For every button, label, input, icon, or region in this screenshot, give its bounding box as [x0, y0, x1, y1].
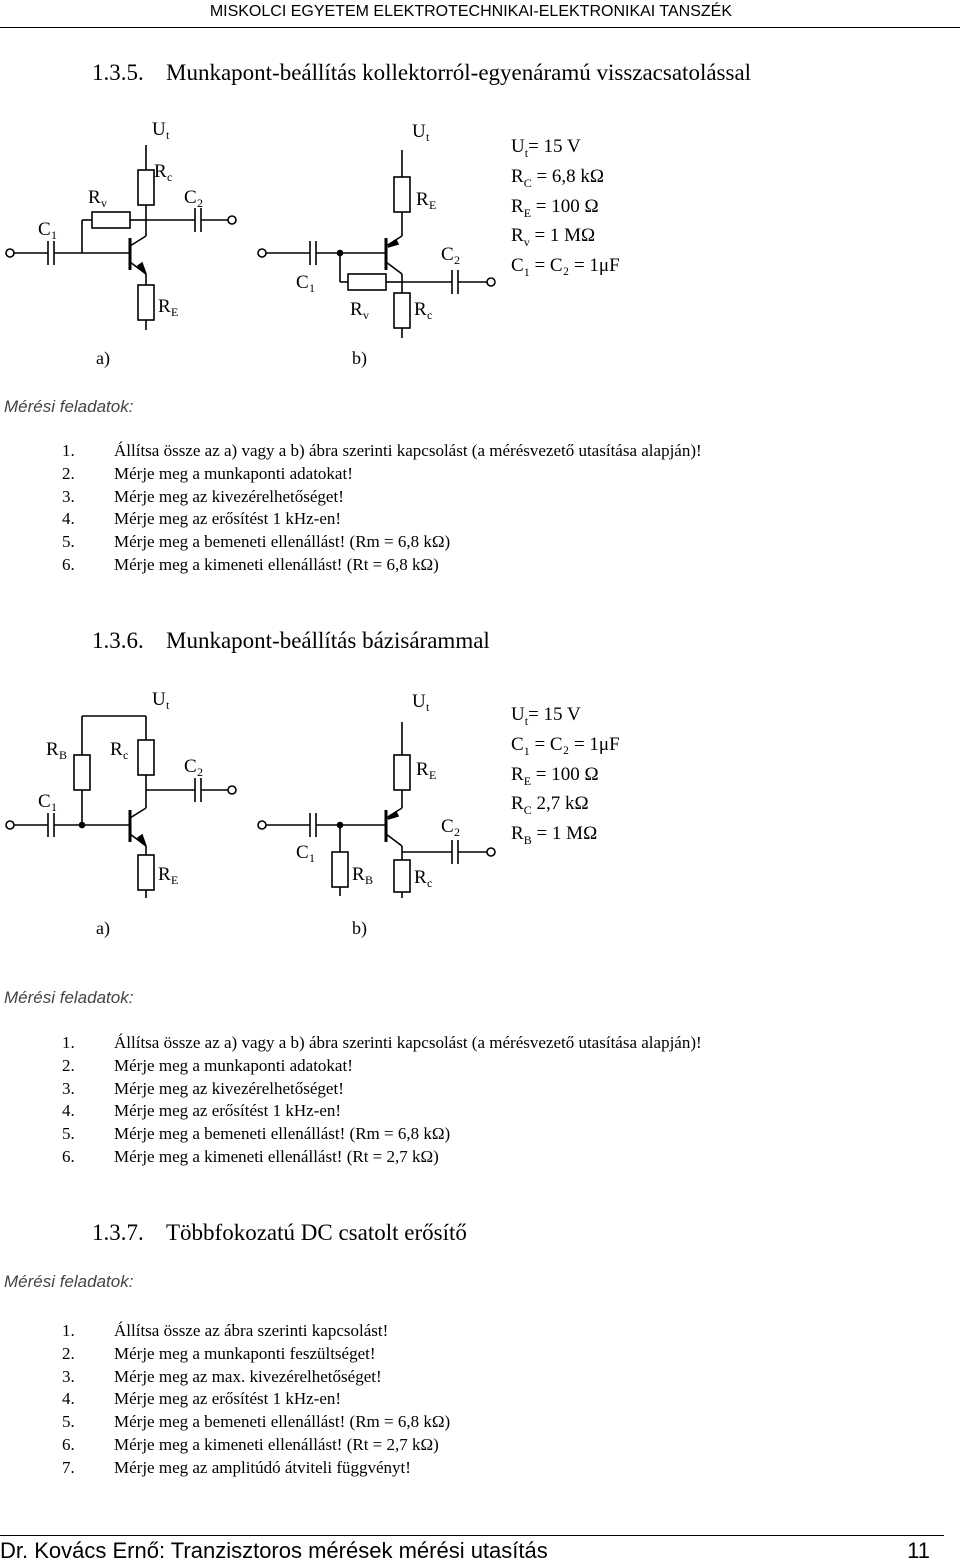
- task-item: 4. Mérje meg az erősítést 1 kHz-en!: [62, 1389, 342, 1409]
- svg-text:2: 2: [197, 765, 203, 779]
- task-list-1: [62, 440, 702, 577]
- svg-text:1: 1: [309, 281, 315, 295]
- svg-text:c: c: [427, 876, 433, 890]
- label-c1-b1: C: [296, 272, 309, 293]
- section-title: [92, 60, 751, 86]
- parameter-list-2: [511, 703, 620, 852]
- tasks-heading: Mérési feladatok:: [4, 1272, 134, 1291]
- task-list-2: [62, 1032, 702, 1169]
- task-item: 3. Mérje meg az max. kivezérelhetőséget!: [62, 1366, 382, 1386]
- task-item: 2. Mérje meg a munkaponti feszültséget!: [62, 1343, 376, 1363]
- param-line: $R_C = 6,8$ kΩ: [511, 165, 605, 190]
- label-ut-a1: U: [152, 119, 166, 140]
- task-item: 2. Mérje meg a munkaponti adatokat!: [62, 1055, 353, 1075]
- svg-text:E: E: [429, 198, 437, 212]
- diagram-label-b: b): [352, 918, 367, 938]
- diagram-label-b: b): [352, 348, 367, 368]
- param-line: $R_B = 1$ MΩ: [511, 823, 598, 847]
- label-rb-a2: R: [46, 739, 59, 760]
- label-c2-a1: C: [184, 187, 197, 208]
- footer-author-title: Dr. Kovács Ernő: Tranzisztoros mérések mérési utasítás: [0, 1538, 548, 1563]
- header-rule: [0, 27, 960, 28]
- section-title: [92, 1220, 467, 1246]
- label-re-b1: R: [416, 189, 429, 210]
- label-ut-a2: U: [152, 689, 166, 710]
- label-rc-b2: R: [414, 867, 427, 888]
- task-item: 3. Mérje meg az kivezérelhetőséget!: [62, 1078, 344, 1098]
- section-number: 1.3.6.: [92, 628, 144, 653]
- param-line: $R_E = 100$ Ω: [511, 195, 599, 220]
- tasks-heading: Mérési feladatok:: [4, 397, 134, 416]
- param-line: $U_t= 15$ V: [511, 136, 581, 160]
- task-item: 3. Mérje meg az kivezérelhetőséget!: [62, 486, 344, 506]
- label-re-a1: R: [158, 296, 171, 317]
- param-line: $C_1 = C_2 = 1\mu F$: [511, 255, 620, 279]
- svg-text:B: B: [59, 748, 68, 762]
- tasks-heading: Mérési feladatok:: [4, 988, 134, 1007]
- circuit-diagram-1: [0, 110, 960, 340]
- svg-text:E: E: [171, 873, 179, 887]
- task-item: 5. Mérje meg a bemeneti ellenállást! (Rm = 6,8 kΩ): [62, 1412, 451, 1432]
- svg-text:t: t: [166, 698, 170, 712]
- label-c1-a2: C: [38, 791, 51, 812]
- task-item: 7. Mérje meg az amplitúdó átviteli függvényt!: [62, 1457, 411, 1477]
- task-item: 4. Mérje meg az erősítést 1 kHz-en!: [62, 509, 342, 529]
- svg-text:2: 2: [454, 253, 460, 267]
- label-rv-a1: R: [88, 187, 101, 208]
- section-number: 1.3.5.: [92, 60, 144, 85]
- label-c2-a2: C: [184, 756, 197, 777]
- param-line: $C_1 = C_2 = 1\mu F$: [511, 733, 620, 758]
- page-number: 11: [907, 1538, 930, 1563]
- label-ut-b2: U: [412, 691, 426, 712]
- task-item: 5. Mérje meg a bemeneti ellenállást! (Rm = 6,8 kΩ): [62, 1124, 451, 1144]
- label-rc-a1: R: [154, 161, 167, 182]
- task-item: 1. Állítsa össze az a) vagy a b) ábra szerinti kapcsolást (a mérésvezető utasítása alapján)!: [62, 1033, 702, 1052]
- svg-text:t: t: [426, 130, 430, 144]
- task-item: 6. Mérje meg a kimeneti ellenállást! (Rt = 2,7 kΩ): [62, 1434, 439, 1454]
- label-c2-b2: C: [441, 816, 454, 837]
- svg-text:E: E: [429, 768, 437, 782]
- task-item: 1. Állítsa össze az a) vagy a b) ábra szerinti kapcsolást (a mérésvezető utasítása alapján)!: [62, 441, 702, 460]
- diagram-label-a: a): [96, 348, 110, 368]
- svg-text:c: c: [167, 170, 173, 184]
- param-line: $R_v = 1$ MΩ: [511, 225, 596, 250]
- label-re-b2: R: [416, 759, 429, 780]
- page-header: MISKOLCI EGYETEM ELEKTROTECHNIKAI-ELEKTRONIKAI TANSZÉK: [209, 3, 732, 20]
- svg-text:c: c: [427, 308, 433, 322]
- param-line: $R_C$ 2,7 kΩ: [511, 793, 589, 818]
- svg-text:1: 1: [309, 851, 315, 865]
- task-item: 1. Állítsa össze az ábra szerinti kapcsolást!: [62, 1321, 389, 1340]
- svg-text:v: v: [101, 196, 107, 210]
- svg-text:t: t: [426, 700, 430, 714]
- section-heading: Többfokozatú DC csatolt erősítő: [166, 1220, 467, 1245]
- param-line: $R_E = 100$ Ω: [511, 763, 599, 788]
- task-item: 6. Mérje meg a kimeneti ellenállást! (Rt = 6,8 kΩ): [62, 554, 439, 574]
- section-heading: Munkapont-beállítás kollektorról-egyenáramú visszacsatolással: [166, 60, 752, 85]
- svg-text:2: 2: [197, 196, 203, 210]
- label-rb-b2: R: [352, 864, 365, 885]
- svg-text:B: B: [365, 873, 374, 887]
- label-ut-b1: U: [412, 121, 426, 142]
- task-item: 6. Mérje meg a kimeneti ellenállást! (Rt = 2,7 kΩ): [62, 1146, 439, 1166]
- task-item: 2. Mérje meg a munkaponti adatokat!: [62, 463, 353, 483]
- task-item: 4. Mérje meg az erősítést 1 kHz-en!: [62, 1101, 342, 1121]
- label-c1-b2: C: [296, 842, 309, 863]
- label-rc-a2: R: [110, 739, 123, 760]
- parameter-list-1: [511, 135, 620, 284]
- footer-rule: [0, 1535, 944, 1536]
- diagram-label-a: a): [96, 918, 110, 938]
- svg-text:t: t: [166, 128, 170, 142]
- svg-text:v: v: [363, 308, 369, 322]
- task-list-3: [62, 1320, 450, 1480]
- svg-text:1: 1: [51, 228, 57, 242]
- section-number: 1.3.7.: [92, 1220, 144, 1245]
- svg-text:c: c: [123, 748, 129, 762]
- label-c1-a1: C: [38, 219, 51, 240]
- label-re-a2: R: [158, 864, 171, 885]
- section-title: [92, 628, 490, 654]
- label-rc-b1: R: [414, 299, 427, 320]
- label-c2-b1: C: [441, 244, 454, 265]
- svg-text:1: 1: [51, 800, 57, 814]
- section-heading: Munkapont-beállítás bázisárammal: [166, 628, 490, 653]
- param-line: $U_t= 15$ V: [511, 704, 581, 728]
- svg-text:2: 2: [454, 825, 460, 839]
- label-rv-b1: R: [350, 299, 363, 320]
- svg-text:E: E: [171, 305, 179, 319]
- circuit-diagram-2: [0, 680, 960, 900]
- task-item: 5. Mérje meg a bemeneti ellenállást! (Rm = 6,8 kΩ): [62, 532, 451, 552]
